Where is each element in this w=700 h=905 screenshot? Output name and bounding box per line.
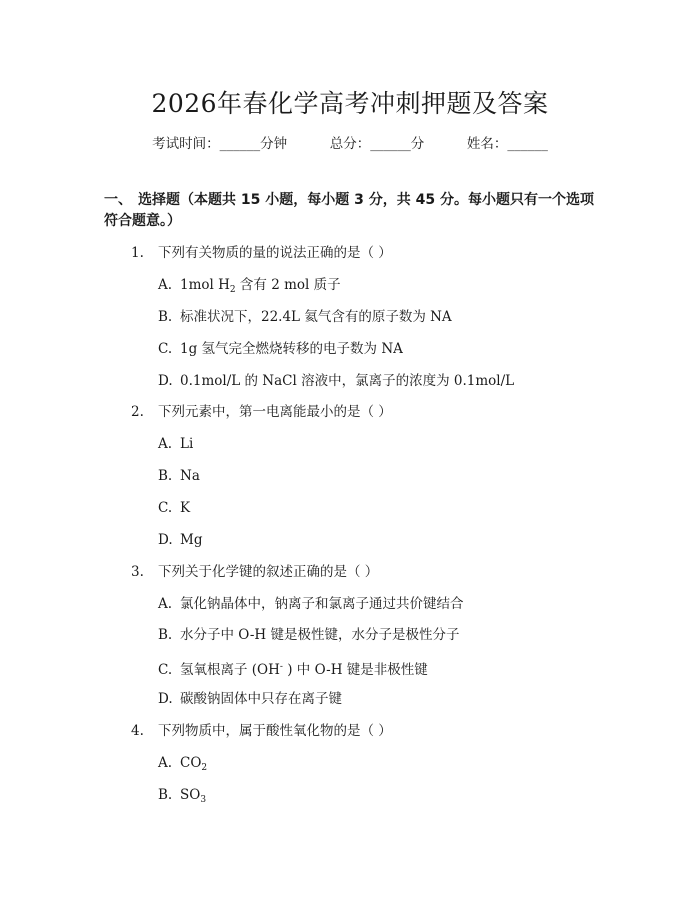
option-text: 标准状况下，22.4L 氦气含有的原子数为 NA bbox=[180, 309, 452, 325]
q4-option-a bbox=[158, 754, 207, 777]
section-number: 一、 bbox=[104, 192, 132, 208]
option-text: Mg bbox=[180, 532, 203, 548]
q1-option-a bbox=[158, 276, 341, 299]
exam-info-line bbox=[0, 132, 700, 152]
option-text-pre: 氢氧根离子 (OH bbox=[180, 662, 280, 678]
option-letter: D. bbox=[158, 691, 173, 707]
option-subscript: 2 bbox=[201, 763, 208, 773]
q3-option-b bbox=[158, 626, 459, 644]
option-letter: A. bbox=[158, 755, 173, 771]
q3-option-d bbox=[158, 690, 342, 708]
question-number: 3. bbox=[131, 564, 144, 580]
q3-option-a bbox=[158, 595, 464, 613]
q2-option-c bbox=[158, 499, 190, 517]
question-text: 下列关于化学键的叙述正确的是（ ） bbox=[158, 564, 379, 580]
option-subscript: 3 bbox=[200, 795, 207, 805]
question-1 bbox=[131, 244, 392, 262]
q1-option-b bbox=[158, 308, 452, 326]
question-text: 下列有关物质的量的说法正确的是（ ） bbox=[158, 245, 392, 261]
name-blank: ______ bbox=[507, 136, 548, 152]
option-letter: A. bbox=[158, 596, 173, 612]
score-unit: 分 bbox=[410, 136, 425, 152]
option-text-pre: CO bbox=[180, 755, 202, 771]
q4-option-b bbox=[158, 786, 206, 809]
option-letter: B. bbox=[158, 627, 173, 643]
option-letter: B. bbox=[158, 309, 173, 325]
question-text: 下列物质中，属于酸性氧化物的是（ ） bbox=[158, 723, 392, 739]
option-text: Li bbox=[180, 436, 194, 452]
section-text: 选择题（本题共 15 小题，每小题 3 分，共 45 分。每小题只有一个选项符合题意。） bbox=[104, 192, 594, 229]
option-letter: A. bbox=[158, 277, 173, 293]
option-text-pre: SO bbox=[180, 787, 201, 803]
q2-option-a bbox=[158, 435, 193, 453]
question-3 bbox=[131, 563, 378, 581]
option-text: 氯化钠晶体中，钠离子和氯离子通过共价键结合 bbox=[180, 596, 464, 612]
option-text-pre: 1mol H bbox=[180, 277, 230, 293]
option-text: 1g 氢气完全燃烧转移的电子数为 NA bbox=[180, 341, 403, 357]
question-text: 下列元素中，第一电离能最小的是（ ） bbox=[158, 404, 392, 420]
q2-option-d bbox=[158, 531, 202, 549]
question-2 bbox=[131, 403, 392, 421]
name-label: 姓名： bbox=[466, 136, 508, 152]
score-blank: ______ bbox=[370, 136, 411, 152]
question-number: 4. bbox=[131, 723, 144, 739]
q1-option-d bbox=[158, 372, 514, 390]
option-text: 水分子中 O-H 键是极性键，水分子是极性分子 bbox=[180, 627, 460, 643]
option-text: K bbox=[180, 500, 191, 516]
option-text: 碳酸钠固体中只存在离子键 bbox=[180, 691, 342, 707]
option-letter: C. bbox=[158, 662, 173, 678]
option-letter: B. bbox=[158, 787, 173, 803]
q3-option-c bbox=[158, 658, 428, 679]
option-letter: D. bbox=[158, 532, 173, 548]
page-title: 2026年春化学高考冲刺押题及答案 bbox=[151, 89, 549, 118]
question-number: 2. bbox=[131, 404, 144, 420]
time-label: 考试时间： bbox=[152, 136, 220, 152]
option-letter: C. bbox=[158, 341, 173, 357]
score-label: 总分： bbox=[329, 136, 371, 152]
q1-option-c bbox=[158, 340, 403, 358]
question-4 bbox=[131, 722, 392, 740]
option-text-post: 含有 2 mol 质子 bbox=[235, 277, 341, 293]
option-text: 0.1mol/L 的 NaCl 溶液中，氯离子的浓度为 0.1mol/L bbox=[180, 373, 515, 389]
option-superscript: - bbox=[279, 662, 283, 672]
option-letter: B. bbox=[158, 468, 173, 484]
question-number: 1. bbox=[131, 245, 144, 261]
q2-option-b bbox=[158, 467, 200, 485]
option-text: Na bbox=[180, 468, 200, 484]
time-unit: 分钟 bbox=[260, 136, 288, 152]
time-blank: ______ bbox=[219, 136, 261, 152]
option-subscript: 2 bbox=[229, 285, 236, 295]
option-text-post: ) 中 O-H 键是非极性键 bbox=[282, 662, 428, 678]
option-letter: D. bbox=[158, 373, 173, 389]
option-letter: A. bbox=[158, 436, 173, 452]
option-letter: C. bbox=[158, 500, 173, 516]
section-heading bbox=[104, 190, 604, 232]
